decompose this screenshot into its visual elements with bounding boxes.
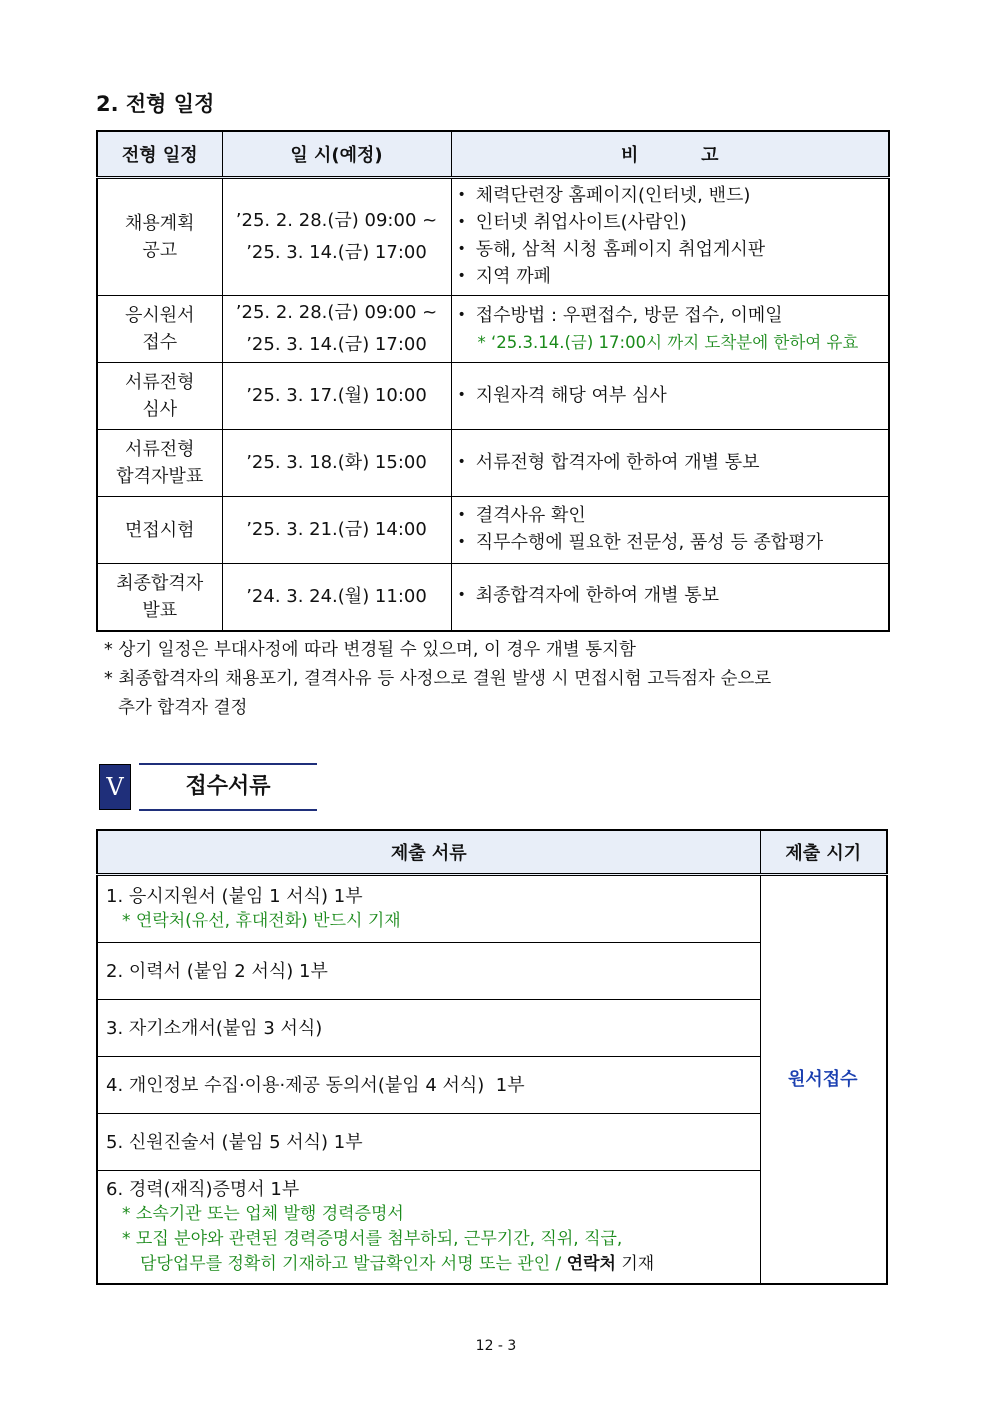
remark-cell [451, 363, 889, 430]
header-date: 일 시(예정) [222, 131, 451, 178]
remark-item: • 직무수행에 필요한 전문성, 품성 등 종합평가 [458, 530, 888, 557]
date-cell [222, 430, 451, 497]
schedule-row [97, 497, 889, 564]
document-note [106, 1252, 759, 1277]
document-title: 3. 자기소개서(붙임 3 서식) [106, 1017, 323, 1039]
header-documents: 제출 서류 [97, 830, 760, 875]
remark-cell [451, 430, 889, 497]
footnote: * 최종합격자의 채용포기, 결격사유 등 사정으로 결원 발생 시 면접시험 고득점자 순으로 [104, 669, 772, 689]
schedule-row [97, 564, 889, 631]
stage-line: 서류전형 [124, 439, 195, 460]
stage-line: 채용계획 [124, 213, 195, 234]
date-line: ’25. 3. 14.(금) 17:00 [246, 242, 427, 263]
date-line: ’25. 2. 28.(금) 09:00 ~ [235, 302, 438, 323]
stage-line: 응시원서 [124, 305, 195, 326]
document-note: * 모집 분야와 관련된 경력증명서를 첨부하되, 근무기간, 직위, 직급, [122, 1228, 623, 1249]
document-cell [97, 875, 760, 943]
schedule-table [96, 130, 890, 632]
stage-line: 발표 [142, 599, 178, 621]
document-note: * 연락처(유선, 휴대전화) 반드시 기재 [122, 911, 401, 931]
section-title-schedule: 2. 전형 일정 [96, 92, 215, 116]
document-note: * 소속기관 또는 업체 발행 경력증명서 [122, 1203, 404, 1224]
footnote: * 상기 일정은 부대사정에 따라 변경될 수 있으며, 이 경우 개별 통지함 [104, 640, 636, 660]
stage-cell [97, 296, 222, 363]
stage-cell [97, 430, 222, 497]
documents-table [96, 829, 888, 1285]
document-title: 5. 신원진술서 (붙임 5 서식) 1부 [106, 1131, 363, 1153]
stage-line: 공고 [142, 240, 178, 261]
remark-item: • 서류전형 합격자에 한하여 개별 통보 [458, 450, 888, 477]
remark-cell [451, 178, 889, 296]
stage-cell [97, 564, 222, 631]
schedule-row [97, 363, 889, 430]
section-number-badge: V [99, 764, 131, 810]
schedule-header-row [97, 131, 889, 178]
document-cell [97, 1000, 760, 1057]
remark-cell [451, 564, 889, 631]
date-cell [222, 564, 451, 631]
schedule-row [97, 296, 889, 363]
document-cell [97, 1171, 760, 1284]
date-line: ’25. 3. 18.(화) 15:00 [246, 452, 427, 473]
document-cell [97, 1114, 760, 1171]
remark-item: • 인터넷 취업사이트(사람인) [458, 210, 888, 237]
date-cell [222, 296, 451, 363]
stage-line: 최종합격자 [116, 572, 204, 594]
date-line: ’25. 2. 28.(금) 09:00 ~ [235, 210, 438, 231]
footnote: 추가 합격자 결정 [118, 698, 248, 718]
date-line: ’25. 3. 14.(금) 17:00 [246, 334, 427, 355]
schedule-row [97, 178, 889, 296]
schedule-row [97, 430, 889, 497]
document-cell [97, 1057, 760, 1114]
document-title: 1. 응시지원서 (붙임 1 서식) 1부 [106, 886, 363, 907]
document-note-text: 담당업무를 정확히 기재하고 발급확인자 서명 또는 관인 / [140, 1253, 567, 1274]
remark-item: • 체력단련장 홈페이지(인터넷, 밴드) [458, 183, 888, 210]
stage-cell [97, 178, 222, 296]
date-line: ’25. 3. 17.(월) 10:00 [246, 385, 427, 406]
date-line: ’24. 3. 24.(월) 11:00 [246, 585, 427, 607]
header-stage: 전형 일정 [97, 131, 222, 178]
header-timing: 제출 시기 [760, 830, 887, 875]
stage-line: 면접시험 [124, 519, 195, 541]
date-line: ’25. 3. 21.(금) 14:00 [246, 519, 427, 540]
stage-cell [97, 497, 222, 564]
document-row [97, 875, 887, 943]
documents-header-row [97, 830, 887, 875]
stage-line: 서류전형 [124, 372, 195, 393]
remark-item: • 접수방법 : 우편접수, 방문 접수, 이메일 [458, 303, 888, 330]
date-cell [222, 178, 451, 296]
document-note-text: 기재 [615, 1253, 655, 1274]
stage-line: 합격자발표 [116, 466, 204, 487]
date-cell [222, 497, 451, 564]
stage-line: 심사 [142, 399, 178, 420]
section-title-documents: 접수서류 [139, 763, 317, 811]
page-number: 12 - 3 [475, 1338, 517, 1354]
document-cell [97, 943, 760, 1000]
remark-subnote: * ‘25.3.14.(금) 17:00시 까지 도착분에 한하여 유효 [477, 332, 859, 352]
remark-item: • 지역 까페 [458, 264, 888, 291]
remark-item: • 결격사유 확인 [458, 503, 888, 530]
date-cell [222, 363, 451, 430]
document-title: 4. 개인정보 수집·이용·제공 동의서(붙임 4 서식) 1부 [106, 1074, 525, 1096]
stage-line: 접수 [142, 332, 178, 353]
remark-cell [451, 296, 889, 363]
header-remark: 비 고 [451, 131, 889, 178]
submission-timing: 원서접수 [760, 875, 887, 1284]
remark-item: • 최종합격자에 한하여 개별 통보 [458, 583, 888, 610]
schedule-footnotes [104, 636, 771, 723]
document-title: 6. 경력(재직)증명서 1부 [106, 1178, 300, 1200]
remark-item: • 동해, 삼척 시청 홈페이지 취업게시판 [458, 237, 888, 264]
remark-item: • 지원자격 해당 여부 심사 [458, 383, 888, 410]
document-note-emphasis: 연락처 [566, 1253, 616, 1274]
remark-cell [451, 497, 889, 564]
document-title: 2. 이력서 (붙임 2 서식) 1부 [106, 960, 328, 982]
stage-cell [97, 363, 222, 430]
